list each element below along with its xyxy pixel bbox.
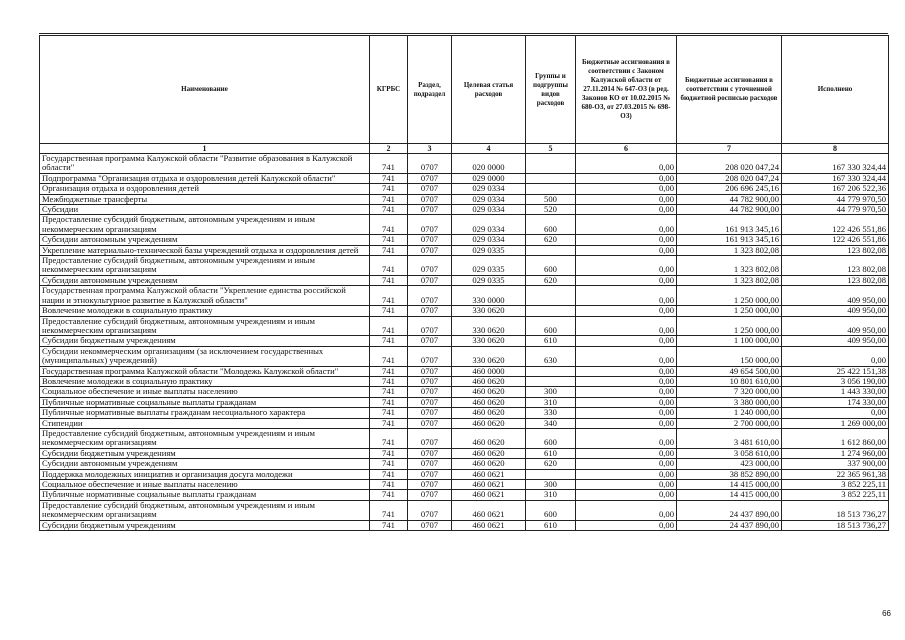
- cell-assign-law: 0,00: [576, 245, 677, 255]
- cell-kgrbs: 741: [370, 154, 408, 174]
- cell-name: Субсидии бюджетным учреждениям: [40, 448, 370, 458]
- table-row: [40, 520, 889, 530]
- cell-assign-plan: 44 782 900,00: [677, 194, 782, 204]
- cell-vr: 620: [526, 275, 576, 285]
- cell-done: 409 950,00: [782, 286, 889, 306]
- cell-name: Социальное обеспечение и иные выплаты населению: [40, 480, 370, 490]
- table-row: [40, 469, 889, 479]
- cell-vr: [526, 306, 576, 316]
- cell-done: 1 274 960,00: [782, 448, 889, 458]
- cell-csr: 330 0000: [452, 286, 526, 306]
- table-row: [40, 336, 889, 346]
- cell-kgrbs: 741: [370, 408, 408, 418]
- cell-razdel: 0707: [408, 408, 452, 418]
- cell-razdel: 0707: [408, 448, 452, 458]
- col-num: 5: [526, 144, 576, 154]
- cell-done: 0,00: [782, 346, 889, 366]
- cell-assign-law: 0,00: [576, 346, 677, 366]
- cell-assign-law: 0,00: [576, 490, 677, 500]
- cell-kgrbs: 741: [370, 520, 408, 530]
- cell-done: 1 443 330,00: [782, 387, 889, 397]
- cell-vr: [526, 173, 576, 183]
- table-row: [40, 448, 889, 458]
- cell-csr: 330 0620: [452, 346, 526, 366]
- cell-kgrbs: 741: [370, 418, 408, 428]
- cell-razdel: 0707: [408, 154, 452, 174]
- cell-csr: 460 0621: [452, 469, 526, 479]
- cell-razdel: 0707: [408, 316, 452, 336]
- budget-table: [39, 35, 889, 531]
- cell-razdel: 0707: [408, 256, 452, 276]
- cell-kgrbs: 741: [370, 245, 408, 255]
- cell-csr: 029 0334: [452, 194, 526, 204]
- cell-done: 174 330,00: [782, 397, 889, 407]
- header-csr: Целевая статья расходов: [452, 36, 526, 144]
- col-num: 6: [576, 144, 677, 154]
- cell-assign-law: 0,00: [576, 173, 677, 183]
- table-row: [40, 500, 889, 520]
- header-name: Наименование: [40, 36, 370, 144]
- cell-vr: 300: [526, 480, 576, 490]
- cell-kgrbs: 741: [370, 448, 408, 458]
- cell-csr: 330 0620: [452, 316, 526, 336]
- cell-done: 25 422 151,38: [782, 366, 889, 376]
- cell-csr: 330 0620: [452, 336, 526, 346]
- cell-csr: 460 0620: [452, 418, 526, 428]
- cell-name: Социальное обеспечение и иные выплаты населению: [40, 387, 370, 397]
- col-num: 2: [370, 144, 408, 154]
- cell-csr: 460 0620: [452, 376, 526, 386]
- cell-razdel: 0707: [408, 469, 452, 479]
- cell-razdel: 0707: [408, 235, 452, 245]
- cell-assign-plan: 14 415 000,00: [677, 480, 782, 490]
- cell-assign-law: 0,00: [576, 520, 677, 530]
- cell-assign-law: 0,00: [576, 469, 677, 479]
- cell-csr: 029 0335: [452, 256, 526, 276]
- cell-name: Предоставление субсидий бюджетным, автономным учреждениям и иным некоммерческим организациям: [40, 500, 370, 520]
- cell-assign-law: 0,00: [576, 500, 677, 520]
- cell-csr: 460 0621: [452, 520, 526, 530]
- page-number: 66: [882, 609, 891, 618]
- table-row: [40, 408, 889, 418]
- cell-done: 3 852 225,11: [782, 480, 889, 490]
- cell-name: Публичные нормативные социальные выплаты гражданам: [40, 397, 370, 407]
- table-row: [40, 215, 889, 235]
- cell-vr: [526, 366, 576, 376]
- cell-vr: 630: [526, 346, 576, 366]
- cell-csr: 029 0335: [452, 245, 526, 255]
- cell-assign-law: 0,00: [576, 448, 677, 458]
- cell-assign-law: 0,00: [576, 428, 677, 448]
- cell-assign-plan: 24 437 890,00: [677, 520, 782, 530]
- cell-csr: 460 0621: [452, 480, 526, 490]
- cell-razdel: 0707: [408, 215, 452, 235]
- cell-assign-law: 0,00: [576, 194, 677, 204]
- table-row: [40, 387, 889, 397]
- cell-vr: 620: [526, 459, 576, 469]
- cell-vr: 620: [526, 235, 576, 245]
- cell-assign-plan: 161 913 345,16: [677, 235, 782, 245]
- table-row: [40, 256, 889, 276]
- cell-name: Стипендии: [40, 418, 370, 428]
- cell-razdel: 0707: [408, 205, 452, 215]
- table-row: [40, 428, 889, 448]
- cell-vr: 500: [526, 194, 576, 204]
- cell-name: Субсидии бюджетным учреждениям: [40, 336, 370, 346]
- cell-kgrbs: 741: [370, 194, 408, 204]
- cell-done: 1 612 860,00: [782, 428, 889, 448]
- cell-kgrbs: 741: [370, 306, 408, 316]
- cell-name: Вовлечение молодежи в социальную практику: [40, 376, 370, 386]
- cell-name: Субсидии бюджетным учреждениям: [40, 520, 370, 530]
- cell-assign-plan: 1 250 000,00: [677, 306, 782, 316]
- cell-assign-plan: 423 000,00: [677, 459, 782, 469]
- cell-vr: [526, 154, 576, 174]
- cell-assign-law: 0,00: [576, 184, 677, 194]
- cell-kgrbs: 741: [370, 459, 408, 469]
- cell-name: Подпрограмма "Организация отдыха и оздоровления детей Калужской области": [40, 173, 370, 183]
- cell-done: 18 513 736,27: [782, 500, 889, 520]
- cell-assign-plan: 1 323 802,08: [677, 245, 782, 255]
- top-rule: [39, 33, 888, 34]
- cell-assign-plan: 24 437 890,00: [677, 500, 782, 520]
- cell-razdel: 0707: [408, 346, 452, 366]
- cell-vr: 310: [526, 397, 576, 407]
- cell-assign-plan: 1 323 802,08: [677, 275, 782, 285]
- cell-vr: 610: [526, 448, 576, 458]
- table-row: [40, 184, 889, 194]
- cell-name: Государственная программа Калужской области "Развитие образования в Калужской области": [40, 154, 370, 174]
- cell-razdel: 0707: [408, 520, 452, 530]
- cell-kgrbs: 741: [370, 387, 408, 397]
- cell-name: Предоставление субсидий бюджетным, автономным учреждениям и иным некоммерческим организациям: [40, 215, 370, 235]
- cell-assign-law: 0,00: [576, 376, 677, 386]
- cell-assign-plan: 161 913 345,16: [677, 215, 782, 235]
- cell-vr: 310: [526, 490, 576, 500]
- col-num: 3: [408, 144, 452, 154]
- col-num: 7: [677, 144, 782, 154]
- cell-done: 409 950,00: [782, 336, 889, 346]
- header-done: Исполнено: [782, 36, 889, 144]
- cell-csr: 460 0620: [452, 428, 526, 448]
- cell-vr: [526, 245, 576, 255]
- cell-razdel: 0707: [408, 245, 452, 255]
- cell-assign-law: 0,00: [576, 286, 677, 306]
- cell-csr: 029 0334: [452, 215, 526, 235]
- cell-razdel: 0707: [408, 490, 452, 500]
- cell-vr: 520: [526, 205, 576, 215]
- cell-razdel: 0707: [408, 418, 452, 428]
- header-assign-plan: Бюджетные ассигнования в соответствии с уточненной бюджетной росписью расходов: [677, 36, 782, 144]
- cell-assign-plan: 44 782 900,00: [677, 205, 782, 215]
- cell-razdel: 0707: [408, 194, 452, 204]
- cell-assign-plan: 2 700 000,00: [677, 418, 782, 428]
- cell-done: 167 206 522,36: [782, 184, 889, 194]
- header-vr: Группы и подгруппы видов расходов: [526, 36, 576, 144]
- cell-done: 337 900,00: [782, 459, 889, 469]
- cell-done: 409 950,00: [782, 316, 889, 336]
- cell-name: Поддержка молодежных инициатив и организация досуга молодежи: [40, 469, 370, 479]
- table-row: [40, 235, 889, 245]
- table-row: [40, 459, 889, 469]
- cell-done: 167 330 324,44: [782, 154, 889, 174]
- cell-vr: 610: [526, 336, 576, 346]
- cell-csr: 460 0620: [452, 408, 526, 418]
- cell-name: Организация отдыха и оздоровления детей: [40, 184, 370, 194]
- cell-razdel: 0707: [408, 500, 452, 520]
- cell-razdel: 0707: [408, 184, 452, 194]
- cell-razdel: 0707: [408, 387, 452, 397]
- cell-kgrbs: 741: [370, 316, 408, 336]
- cell-assign-plan: 1 250 000,00: [677, 316, 782, 336]
- cell-assign-law: 0,00: [576, 316, 677, 336]
- cell-assign-plan: 206 696 245,16: [677, 184, 782, 194]
- cell-assign-law: 0,00: [576, 418, 677, 428]
- cell-vr: [526, 469, 576, 479]
- cell-assign-plan: 10 801 610,00: [677, 376, 782, 386]
- cell-done: 44 779 970,50: [782, 194, 889, 204]
- cell-done: 122 426 551,86: [782, 235, 889, 245]
- table-row: [40, 480, 889, 490]
- table-row: [40, 490, 889, 500]
- cell-name: Субсидии некоммерческим организациям (за исключением государственных (муниципальных) учреждений): [40, 346, 370, 366]
- cell-vr: 600: [526, 428, 576, 448]
- cell-razdel: 0707: [408, 173, 452, 183]
- header-assign-law: Бюджетные ассигнования в соответствии с Законом Калужской области от 27.11.2014 № 647-ОЗ (в ред. Законов КО от 10.02.2015 № 680-ОЗ, от 27.03.2015 № 698-ОЗ): [576, 36, 677, 144]
- cell-name: Государственная программа Калужской области "Молодежь Калужской области": [40, 366, 370, 376]
- table-row: [40, 376, 889, 386]
- cell-name: Публичные нормативные социальные выплаты гражданам: [40, 490, 370, 500]
- header-kgrbs: КГРБС: [370, 36, 408, 144]
- cell-name: Публичные нормативные выплаты гражданам несоциального характера: [40, 408, 370, 418]
- cell-assign-plan: 3 380 000,00: [677, 397, 782, 407]
- cell-kgrbs: 741: [370, 336, 408, 346]
- cell-assign-law: 0,00: [576, 336, 677, 346]
- cell-kgrbs: 741: [370, 490, 408, 500]
- cell-done: 409 950,00: [782, 306, 889, 316]
- cell-name: Предоставление субсидий бюджетным, автономным учреждениям и иным некоммерческим организациям: [40, 428, 370, 448]
- cell-razdel: 0707: [408, 480, 452, 490]
- table-row: [40, 205, 889, 215]
- cell-done: 3 852 225,11: [782, 490, 889, 500]
- cell-vr: 610: [526, 520, 576, 530]
- cell-vr: 600: [526, 316, 576, 336]
- cell-kgrbs: 741: [370, 366, 408, 376]
- cell-csr: 460 0000: [452, 366, 526, 376]
- cell-csr: 330 0620: [452, 306, 526, 316]
- cell-kgrbs: 741: [370, 184, 408, 194]
- cell-csr: 460 0621: [452, 500, 526, 520]
- cell-razdel: 0707: [408, 286, 452, 306]
- cell-razdel: 0707: [408, 397, 452, 407]
- cell-csr: 029 0334: [452, 205, 526, 215]
- cell-vr: [526, 184, 576, 194]
- cell-kgrbs: 741: [370, 500, 408, 520]
- cell-name: Предоставление субсидий бюджетным, автономным учреждениям и иным некоммерческим организациям: [40, 256, 370, 276]
- cell-vr: [526, 376, 576, 386]
- cell-assign-plan: 208 020 047,24: [677, 173, 782, 183]
- cell-done: 123 802,08: [782, 275, 889, 285]
- cell-assign-plan: 38 852 890,00: [677, 469, 782, 479]
- cell-assign-law: 0,00: [576, 397, 677, 407]
- cell-assign-plan: 1 240 000,00: [677, 408, 782, 418]
- header-razdel: Раздел, подраздел: [408, 36, 452, 144]
- cell-assign-plan: 1 250 000,00: [677, 286, 782, 306]
- cell-assign-law: 0,00: [576, 275, 677, 285]
- cell-razdel: 0707: [408, 336, 452, 346]
- table-row: [40, 275, 889, 285]
- cell-kgrbs: 741: [370, 173, 408, 183]
- cell-name: Межбюджетные трансферты: [40, 194, 370, 204]
- table-row: [40, 397, 889, 407]
- cell-csr: 460 0620: [452, 459, 526, 469]
- cell-assign-plan: 1 323 802,08: [677, 256, 782, 276]
- cell-kgrbs: 741: [370, 376, 408, 386]
- table-row: [40, 194, 889, 204]
- cell-kgrbs: 741: [370, 480, 408, 490]
- cell-kgrbs: 741: [370, 215, 408, 235]
- cell-kgrbs: 741: [370, 275, 408, 285]
- cell-assign-law: 0,00: [576, 480, 677, 490]
- cell-assign-plan: 208 020 047,24: [677, 154, 782, 174]
- cell-assign-law: 0,00: [576, 387, 677, 397]
- table-row: [40, 286, 889, 306]
- table-body: [40, 154, 889, 531]
- cell-csr: 460 0620: [452, 397, 526, 407]
- cell-vr: 340: [526, 418, 576, 428]
- cell-assign-law: 0,00: [576, 256, 677, 276]
- cell-csr: 029 0000: [452, 173, 526, 183]
- cell-csr: 020 0000: [452, 154, 526, 174]
- header-row: [40, 36, 889, 144]
- cell-done: 123 802,08: [782, 256, 889, 276]
- cell-kgrbs: 741: [370, 346, 408, 366]
- table-row: [40, 418, 889, 428]
- cell-csr: 029 0334: [452, 235, 526, 245]
- cell-assign-law: 0,00: [576, 215, 677, 235]
- cell-assign-plan: 1 100 000,00: [677, 336, 782, 346]
- cell-done: 3 056 190,00: [782, 376, 889, 386]
- cell-name: Субсидии автономным учреждениям: [40, 275, 370, 285]
- cell-name: Вовлечение молодежи в социальную практику: [40, 306, 370, 316]
- cell-name: Укрепление материально-технической базы учреждений отдыха и оздоровления детей: [40, 245, 370, 255]
- cell-razdel: 0707: [408, 428, 452, 448]
- cell-csr: 460 0620: [452, 387, 526, 397]
- table-row: [40, 306, 889, 316]
- cell-assign-plan: 150 000,00: [677, 346, 782, 366]
- cell-assign-plan: 3 058 610,00: [677, 448, 782, 458]
- cell-assign-law: 0,00: [576, 408, 677, 418]
- cell-assign-law: 0,00: [576, 459, 677, 469]
- table-row: [40, 154, 889, 174]
- cell-razdel: 0707: [408, 275, 452, 285]
- cell-kgrbs: 741: [370, 235, 408, 245]
- cell-razdel: 0707: [408, 366, 452, 376]
- cell-assign-plan: 14 415 000,00: [677, 490, 782, 500]
- cell-vr: [526, 286, 576, 306]
- cell-assign-law: 0,00: [576, 205, 677, 215]
- cell-name: Предоставление субсидий бюджетным, автономным учреждениям и иным некоммерческим организациям: [40, 316, 370, 336]
- cell-csr: 029 0334: [452, 184, 526, 194]
- cell-vr: 600: [526, 500, 576, 520]
- cell-assign-law: 0,00: [576, 366, 677, 376]
- cell-name: Субсидии автономным учреждениям: [40, 459, 370, 469]
- cell-name: Государственная программа Калужской области "Укрепление единства российской нации и этнокультурное развитие в Калужской области": [40, 286, 370, 306]
- cell-name: Субсидии: [40, 205, 370, 215]
- column-number-row: [40, 144, 889, 154]
- cell-assign-law: 0,00: [576, 235, 677, 245]
- budget-table-sheet: [39, 35, 888, 531]
- col-num: 8: [782, 144, 889, 154]
- cell-kgrbs: 741: [370, 256, 408, 276]
- cell-vr: 600: [526, 215, 576, 235]
- cell-kgrbs: 741: [370, 286, 408, 306]
- cell-assign-plan: 3 481 610,00: [677, 428, 782, 448]
- cell-csr: 460 0620: [452, 448, 526, 458]
- table-row: [40, 245, 889, 255]
- cell-vr: 300: [526, 387, 576, 397]
- cell-done: 122 426 551,86: [782, 215, 889, 235]
- table-row: [40, 346, 889, 366]
- cell-assign-law: 0,00: [576, 154, 677, 174]
- cell-done: 1 269 000,00: [782, 418, 889, 428]
- cell-kgrbs: 741: [370, 469, 408, 479]
- cell-razdel: 0707: [408, 306, 452, 316]
- cell-done: 167 330 324,44: [782, 173, 889, 183]
- cell-done: 44 779 970,50: [782, 205, 889, 215]
- cell-done: 22 365 961,38: [782, 469, 889, 479]
- cell-razdel: 0707: [408, 376, 452, 386]
- cell-done: 0,00: [782, 408, 889, 418]
- cell-vr: 330: [526, 408, 576, 418]
- cell-kgrbs: 741: [370, 397, 408, 407]
- cell-done: 123 802,08: [782, 245, 889, 255]
- table-row: [40, 173, 889, 183]
- cell-csr: 460 0621: [452, 490, 526, 500]
- table-row: [40, 366, 889, 376]
- cell-kgrbs: 741: [370, 428, 408, 448]
- cell-razdel: 0707: [408, 459, 452, 469]
- table-row: [40, 316, 889, 336]
- cell-assign-law: 0,00: [576, 306, 677, 316]
- cell-kgrbs: 741: [370, 205, 408, 215]
- cell-name: Субсидии автономным учреждениям: [40, 235, 370, 245]
- cell-csr: 029 0335: [452, 275, 526, 285]
- cell-assign-plan: 49 654 500,00: [677, 366, 782, 376]
- col-num: 4: [452, 144, 526, 154]
- col-num: 1: [40, 144, 370, 154]
- cell-vr: 600: [526, 256, 576, 276]
- cell-assign-plan: 7 320 000,00: [677, 387, 782, 397]
- cell-done: 18 513 736,27: [782, 520, 889, 530]
